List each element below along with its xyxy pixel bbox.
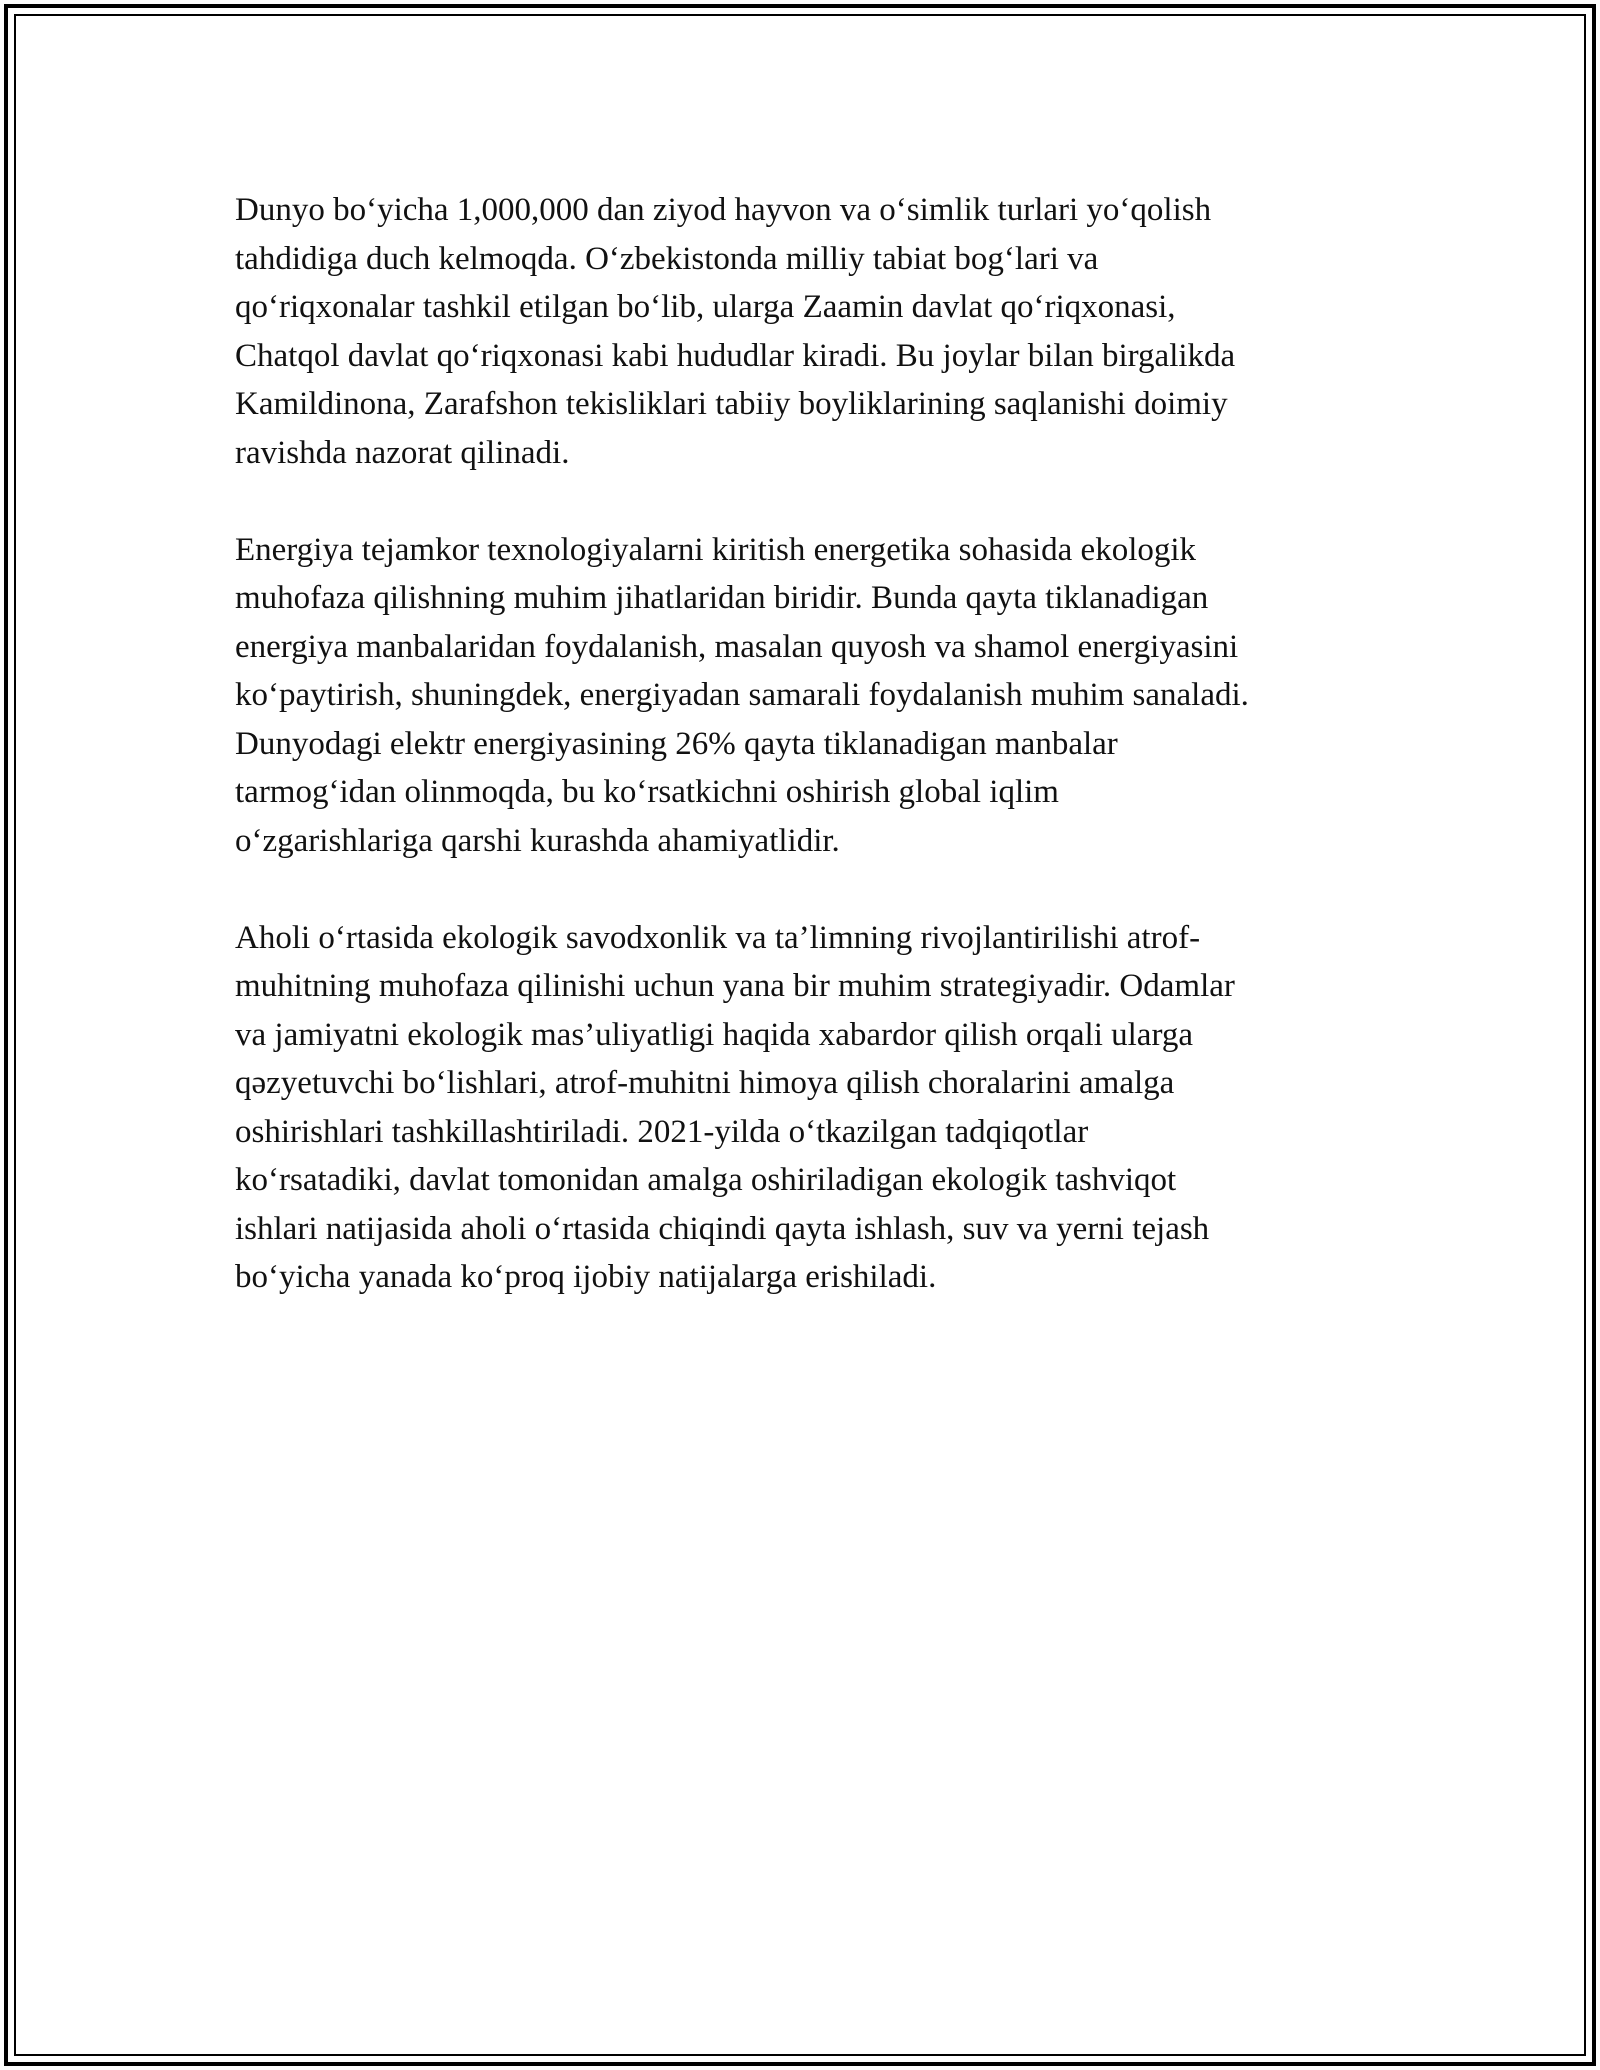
text-line: qəzyetuvchi bo‘lishlari, atrof-muhitni himoya qilish choralarini amalga: [235, 1065, 1175, 1101]
text-line: o‘zgarishlariga qarshi kurashda ahamiyatlidir.: [235, 822, 840, 859]
text-line: muhofaza qilishning muhim jihatlaridan biridir. Bunda qayta tiklanadigan: [235, 580, 1209, 616]
text-line: oshirishlari tashkillashtiriladi. 2021-yilda o‘tkazilgan tadqiqotlar: [235, 1113, 1089, 1150]
text-line: va jamiyatni ekologik mas’uliyatligi haqida xabardor qilish orqali ularga: [235, 1016, 1193, 1053]
text-line: muhitning muhofaza qilinishi uchun yana bir muhim strategiyadir. Odamlar: [235, 968, 1235, 1004]
paragraph-3: [235, 914, 1365, 1302]
paragraph-2: [235, 526, 1365, 866]
text-line: ravishda nazorat qilinadi.: [235, 434, 570, 471]
text-line: energiya manbalaridan foydalanish, masalan quyosh va shamol energiyasini: [235, 628, 1239, 665]
text-line: qo‘riqxonalar tashkil etilgan bo‘lib, ularga Zaamin davlat qo‘riqxonasi,: [235, 289, 1176, 325]
text-line: ko‘rsatadiki, davlat tomonidan amalga oshiriladigan ekologik tashviqot: [235, 1162, 1177, 1198]
text-line: Kamildinona, Zarafshon tekisliklari tabiiy boyliklarining saqlanishi doimiy: [235, 386, 1228, 422]
paragraph-1: [235, 186, 1365, 477]
document-body: [235, 186, 1365, 1350]
text-line: Aholi o‘rtasida ekologik savodxonlik va ta’limning rivojlantirilishi atrof-: [235, 919, 1201, 956]
text-line: tarmog‘idan olinmoqda, bu ko‘rsatkichni oshirish global iqlim: [235, 774, 1059, 810]
text-line: Dunyo bo‘yicha 1,000,000 dan ziyod hayvon va o‘simlik turlari yo‘qolish: [235, 192, 1212, 228]
text-line: Energiya tejamkor texnologiyalarni kiritish energetika sohasida ekologik: [235, 531, 1197, 568]
text-line: Dunyodagi elektr energiyasining 26% qayta tiklanadigan manbalar: [235, 725, 1118, 762]
text-line: ishlari natijasida aholi o‘rtasida chiqindi qayta ishlash, suv va yerni tejash: [235, 1210, 1210, 1247]
text-line: bo‘yicha yanada ko‘proq ijobiy natijalarga erishiladi.: [235, 1259, 937, 1295]
text-line: Chatqol davlat qo‘riqxonasi kabi hududlar kiradi. Bu joylar bilan birgalikda: [235, 337, 1236, 374]
text-line: tahdidiga duch kelmoqda. O‘zbekistonda milliy tabiat bog‘lari va: [235, 240, 1099, 277]
text-line: ko‘paytirish, shuningdek, energiyadan samarali foydalanish muhim sanaladi.: [235, 677, 1249, 713]
